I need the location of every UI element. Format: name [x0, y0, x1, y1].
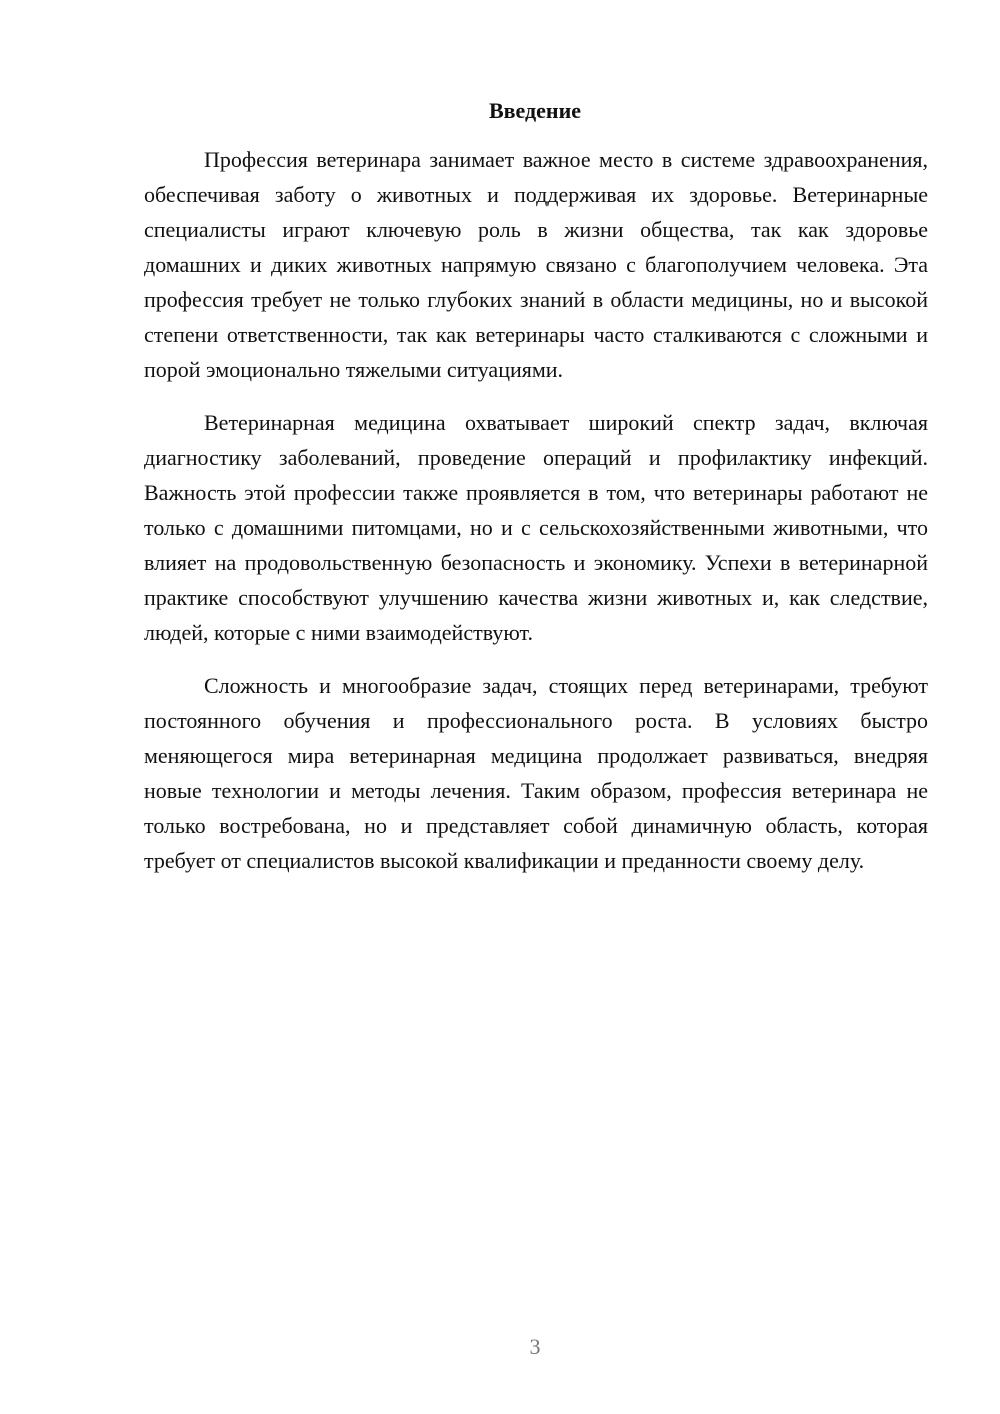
paragraph-3: Сложность и многообразие задач, стоящих перед ветеринарами, требуют постоянного обучения и профессионального роста. В условиях быстро меняющегося мира ветеринарная медицина продолжает развиваться, внедряя новые технологии и методы лечения. Таким образом, профессия ветеринара не только востребована, но и представляет собой динамичную область, которая требует от специалистов высокой квалификации и преданности своему делу.	[144, 673, 928, 873]
page-number: 3	[529, 1334, 541, 1359]
body-text	[144, 142, 928, 896]
paragraph-1: Профессия ветеринара занимает важное место в системе здравоохранения, обеспечивая заботу о животных и поддерживая их здоровье. Ветеринарные специалисты играют ключевую роль в жизни общества, так как здоровье домашних и диких животных напрямую связано с благополучием человека. Эта профессия требует не только глубоких знаний в области медицины, но и высокой степени ответственности, так как ветеринары часто сталкиваются с сложными и порой эмоционально тяжелыми ситуациями.	[144, 147, 928, 382]
paragraph-2: Ветеринарная медицина охватывает широкий спектр задач, включая диагностику заболеваний, проведение операций и профилактику инфекций. Важность этой профессии также проявляется в том, что ветеринары работают не только с домашними питомцами, но и с сельскохозяйственными животными, что влияет на продовольственную безопасность и экономику. Успехи в ветеринарной практике способствуют улучшению качества жизни животных и, как следствие, людей, которые с ними взаимодействуют.	[144, 410, 928, 645]
section-heading: Введение	[488, 98, 582, 123]
